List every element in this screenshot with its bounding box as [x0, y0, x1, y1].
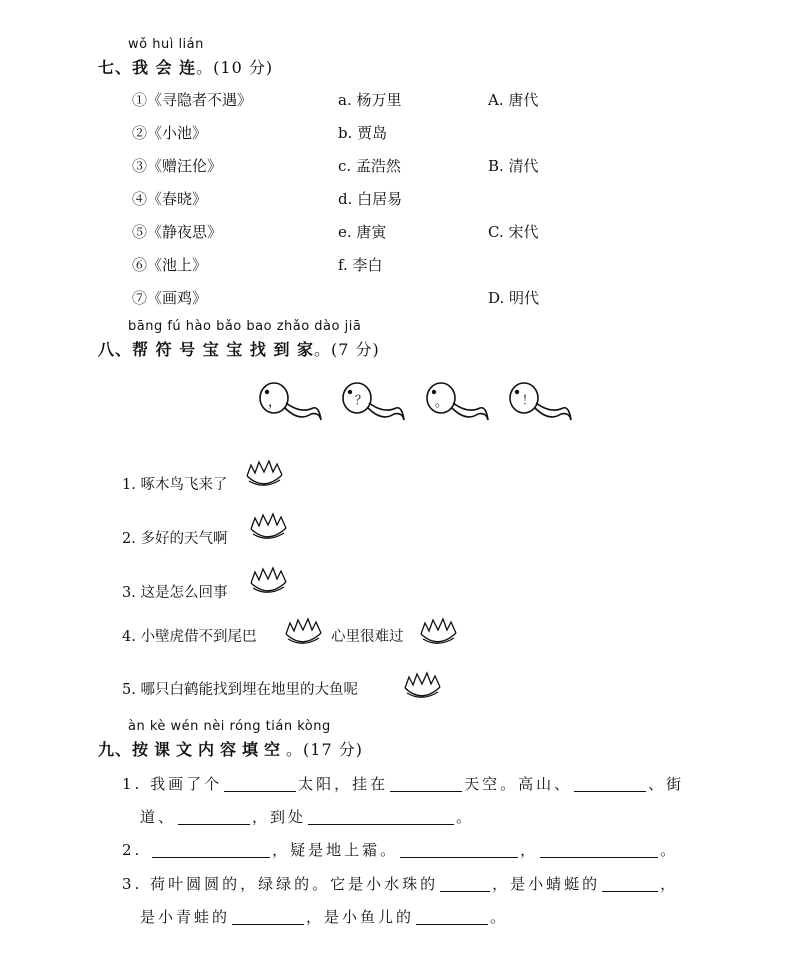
s7-points: 。(10 分) [196, 58, 274, 77]
sentence-3: 3. 这是怎么回事 [122, 585, 228, 601]
q1-line2 [140, 806, 474, 827]
s8-pinyin: bāng fú hào bǎo bao zhǎo dào jiā [128, 319, 362, 334]
poem-6: ⑥《池上》 [132, 256, 208, 274]
q3-blank-4[interactable] [416, 909, 488, 925]
tadpole-mark-1: ， [268, 395, 282, 410]
sentence-4-tail: 心里很难过 [331, 629, 404, 645]
lotus-leaf-icon[interactable] [248, 509, 290, 543]
q1-text-d: 、街 [648, 775, 685, 793]
q3-text-d: 是小青蛙的 [140, 908, 231, 926]
q1-line1 [122, 773, 684, 794]
q2-blank-2[interactable] [400, 842, 518, 858]
lotus-leaf-icon[interactable] [244, 456, 286, 490]
s8-title: 帮 符 号 宝 宝 找 到 家 [132, 340, 315, 359]
q1-blank-5[interactable] [308, 809, 454, 825]
poet-a: a. 杨万里 [338, 91, 402, 109]
s7-pinyin: wǒ huì lián [128, 37, 204, 52]
sentence-5: 5. 哪只白鹤能找到埋在地里的大鱼呢 [122, 682, 358, 698]
q3-blank-3[interactable] [232, 909, 304, 925]
sentence-1: 1. 啄木鸟飞来了 [122, 477, 228, 493]
q3-blank-1[interactable] [440, 876, 490, 892]
s8-heading [98, 337, 380, 360]
s9-title: 按课文内容填空 [132, 740, 287, 759]
s8-points: 。(7 分) [314, 340, 380, 359]
q1-blank-2[interactable] [390, 776, 462, 792]
q1-text-a: 我画了个 [150, 775, 223, 793]
q1-blank-4[interactable] [178, 809, 250, 825]
q1-text-e: 道、 [140, 808, 177, 826]
s7-heading [98, 55, 273, 78]
tadpole-exclamation-icon [505, 378, 575, 428]
q3-line1 [122, 873, 678, 894]
sentence-2: 2. 多好的天气啊 [122, 531, 228, 547]
q3-text-f: 。 [490, 908, 509, 926]
q3-line2 [140, 906, 508, 927]
s9-pinyin: àn kè wén nèi róng tián kòng [128, 719, 331, 734]
q3-text-c: ， [660, 875, 679, 893]
dynasty-a: A. 唐代 [488, 91, 539, 109]
poet-b: b. 贾岛 [338, 124, 388, 142]
q1-blank-1[interactable] [224, 776, 296, 792]
q3-text-e: ，是小鱼儿的 [306, 908, 415, 926]
tadpole-mark-2: ？ [355, 393, 368, 407]
q3-blank-2[interactable] [602, 876, 658, 892]
poet-d: d. 白居易 [338, 190, 403, 208]
q2-line [122, 839, 678, 860]
q2-number: 2. [122, 841, 143, 859]
sentence-4: 4. 小壁虎借不到尾巴 [122, 629, 257, 645]
dynasty-b: B. 清代 [488, 157, 539, 175]
q2-text-c: 。 [660, 841, 679, 859]
q2-text-a: ，疑是地上霜。 [272, 841, 399, 859]
poem-4: ④《春晓》 [132, 190, 208, 208]
lotus-leaf-icon[interactable] [283, 614, 325, 648]
q3-number: 3. [122, 875, 143, 893]
poem-7: ⑦《画鸡》 [132, 289, 208, 307]
q1-text-f: ，到处 [252, 808, 307, 826]
q2-text-b: ， [520, 841, 539, 859]
s9-points: 。(17 分) [286, 740, 363, 759]
s8-number: 八、 [98, 340, 133, 359]
poet-f: f. 李白 [338, 256, 383, 274]
q1-text-c: 天空。高山、 [464, 775, 573, 793]
q3-text-a: 荷叶圆圆的，绿绿的。它是小水珠的 [150, 875, 439, 893]
poem-5: ⑤《静夜思》 [132, 223, 223, 241]
s7-title: 我 会 连 [132, 58, 197, 77]
q1-text-b: 太阳，挂在 [298, 775, 389, 793]
dynasty-d: D. 明代 [488, 289, 540, 307]
lotus-leaf-icon[interactable] [418, 614, 460, 648]
poem-1: ①《寻隐者不遇》 [132, 91, 253, 109]
q2-blank-3[interactable] [540, 842, 658, 858]
q1-text-g: 。 [456, 808, 475, 826]
poet-e: e. 唐寅 [338, 223, 387, 241]
q1-number: 1. [122, 775, 143, 793]
lotus-leaf-icon[interactable] [248, 563, 290, 597]
tadpole-mark-3: 。 [435, 395, 449, 410]
s7-number: 七、 [98, 58, 133, 77]
tadpole-question-icon [338, 378, 408, 428]
tadpole-mark-4: ！ [522, 393, 535, 407]
tadpole-comma-icon [255, 378, 325, 428]
q2-blank-1[interactable] [152, 842, 270, 858]
s9-number: 九、 [98, 740, 133, 759]
poem-2: ②《小池》 [132, 124, 208, 142]
poet-c: c. 孟浩然 [338, 157, 401, 175]
q1-blank-3[interactable] [574, 776, 646, 792]
poem-3: ③《赠汪伦》 [132, 157, 223, 175]
q3-text-b: ，是小蜻蜓的 [492, 875, 601, 893]
dynasty-c: C. 宋代 [488, 223, 539, 241]
s9-heading [98, 737, 363, 760]
lotus-leaf-icon[interactable] [402, 668, 444, 702]
tadpole-period-icon [422, 378, 492, 428]
